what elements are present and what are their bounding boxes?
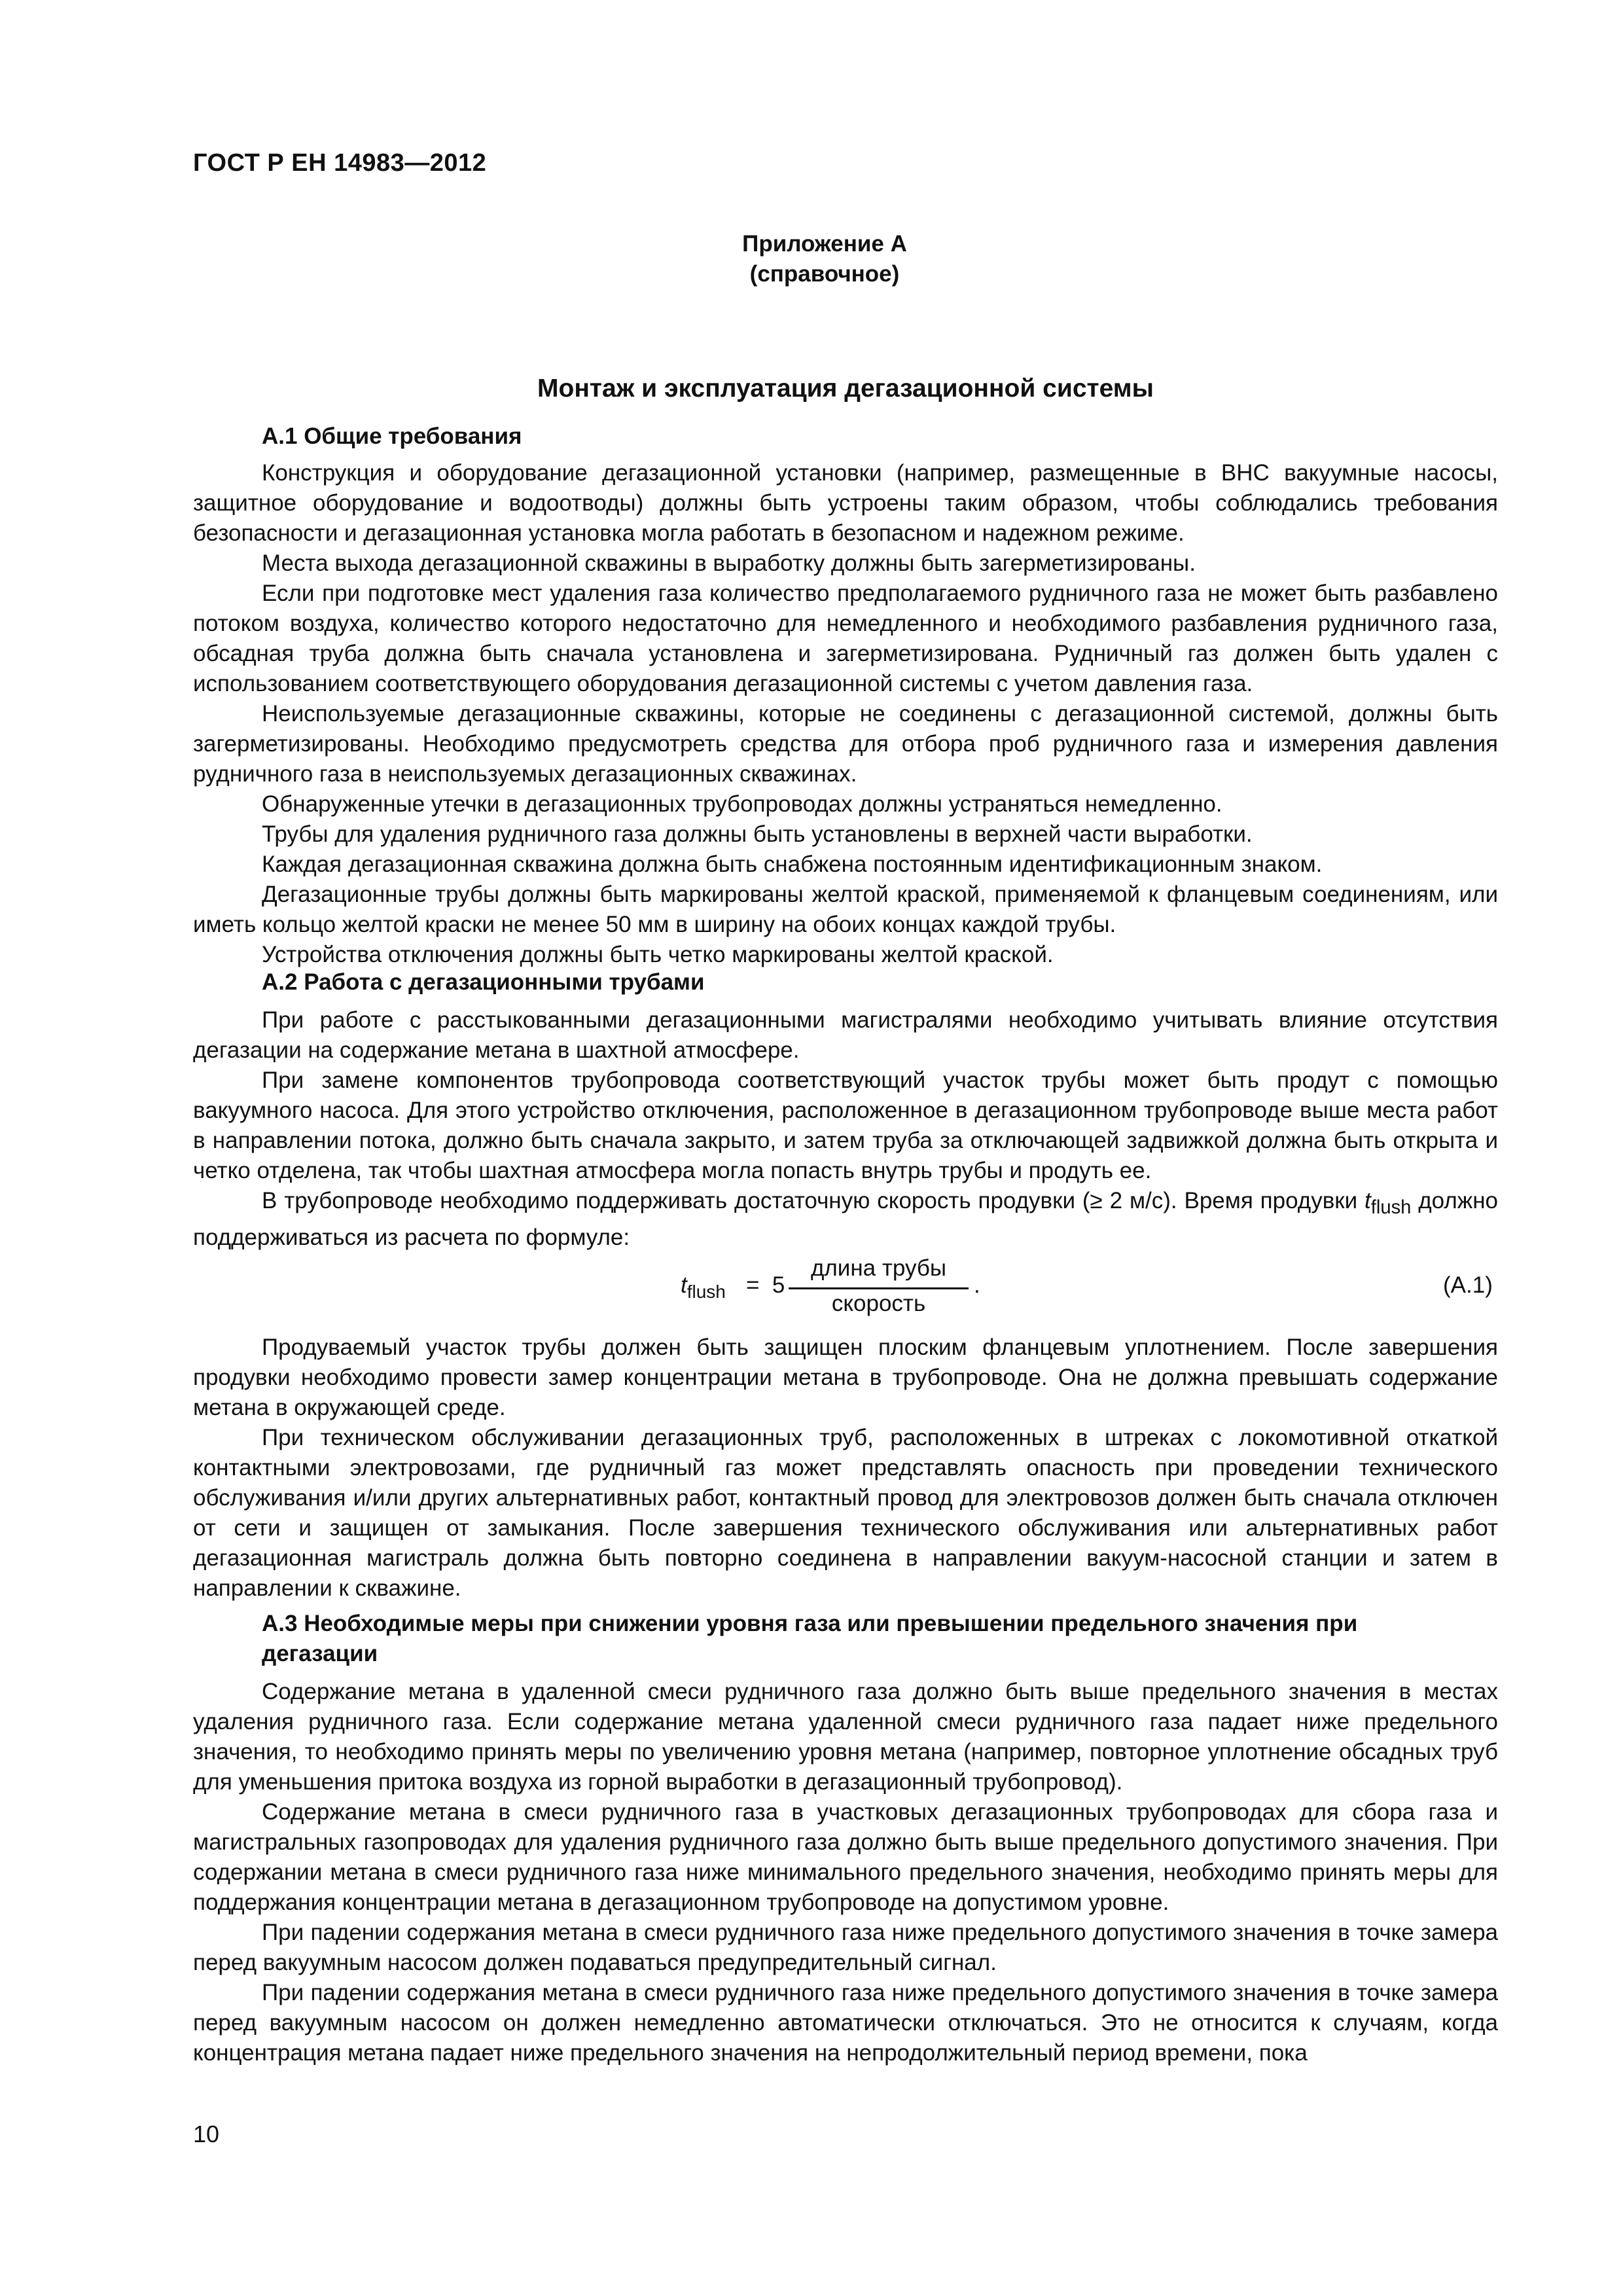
paragraph: Дегазационные трубы должны быть маркированы желтой краской, применяемой к фланцевым соединениям, или иметь кольцо желтой краски не менее 50 мм в ширину на обоих концах каждой трубы. bbox=[193, 882, 1498, 937]
paragraph: Содержание метана в смеси рудничного газа в участковых дегазационных трубопроводах для сбора газа и магистральных газопроводах для удаления рудничного газа должно быть выше предельного допустимого значения. При содержании метана в смеси рудничного газа ниже минимального предельного значения, необходимо принять меры для поддержания концентрации метана в дегазационном трубопроводе на допустимом уровне. bbox=[193, 1799, 1498, 1915]
paragraph: Если при подготовке мест удаления газа количество предполагаемого рудничного газа не может быть разбавлено потоком воздуха, количество которого недостаточно для немедленного и необходимого разбавления рудничного газа, обсадная труба должна быть сначала установлена и загерметизирована. Рудничный газ должен быть удален с использованием соответствующего оборудования дегазационной системы с учетом давления газа. bbox=[193, 581, 1498, 696]
paragraph-flush-time bbox=[193, 1186, 1498, 1253]
section-a3-body bbox=[193, 1677, 1498, 2068]
paragraph: Конструкция и оборудование дегазационной установки (например, размещенные в ВНС вакуумные насосы, защитное оборудование и водоотводы) должны быть устроены таким образом, чтобы соблюдались требования безопасности и дегазационная установка могла работать в безопасном и надежном режиме. bbox=[193, 460, 1498, 546]
paragraph: При падении содержания метана в смеси рудничного газа ниже предельного допустимого значения в точке замера перед вакуумным насосом должен подаваться предупредительный сигнал. bbox=[193, 1920, 1498, 1975]
section-a1-body bbox=[193, 458, 1498, 970]
annex-note: (справочное) bbox=[749, 261, 900, 287]
paragraph: Неиспользуемые дегазационные скважины, которые не соединены с дегазационной системой, должны быть загерметизированы. Необходимо предусмотреть средства для отбора проб рудничного газа и измерения давления рудничного газа в неиспользуемых дегазационных скважинах. bbox=[193, 701, 1498, 787]
paragraph: При работе с расстыкованными дегазационными магистралями необходимо учитывать влияние отсутствия дегазации на содержание метана в шахтной атмосфере. bbox=[193, 1007, 1498, 1063]
section-heading-a1: А.1 Общие требования bbox=[262, 423, 522, 449]
paragraph: При техническом обслуживании дегазационных труб, расположенных в штреках с локомотивной откаткой контактными электровозами, где рудничный газ может представлять опасность при проведении технического обслуживания и/или других альтернативных работ, контактный провод для электровозов должен быть сначала отключен от сети и защищен от замыкания. После завершения технического обслуживания или альтернативных работ дегазационная магистраль должна быть повторно соединена в направлении вакуум-насосной станции и затем в направлении к скважине. bbox=[193, 1425, 1498, 1601]
page-number: 10 bbox=[193, 2121, 220, 2147]
section-a2-body bbox=[193, 1005, 1498, 1253]
formula-numerator: длина трубы bbox=[810, 1255, 947, 1281]
text-run: В трубопроводе необходимо поддерживать достаточную скорость продувки (≥ 2 м/с). Время продувки bbox=[262, 1188, 1365, 1213]
paragraph: Продуваемый участок трубы должен быть защищен плоским фланцевым уплотнением. После завершения продувки необходимо провести замер концентрации метана в трубопроводе. Она не должна превышать содержание метана в окружающей среде. bbox=[193, 1335, 1498, 1420]
flush-time-formula bbox=[681, 1255, 980, 1321]
formula-lhs: $t_{flush}$ bbox=[681, 1272, 726, 1302]
annex-title: Приложение А bbox=[742, 231, 907, 257]
fraction-bar bbox=[789, 1287, 969, 1289]
paragraph: Трубы для удаления рудничного газа должны быть установлены в верхней части выработки. bbox=[262, 821, 1253, 847]
main-title: Монтаж и эксплуатация дегазационной системы bbox=[537, 374, 1154, 403]
equation-number: (А.1) bbox=[1443, 1272, 1493, 1298]
paragraph: Каждая дегазационная скважина должна быть снабжена постоянным идентификационным знаком. bbox=[262, 852, 1323, 877]
standard-header: ГОСТ Р ЕН 14983—2012 bbox=[193, 149, 487, 177]
paragraph: При замене компонентов трубопровода соответствующий участок трубы может быть продут с помощью вакуумного насоса. Для этого устройство отключения, расположенное в дегазационном трубопроводе выше места работ в направлении потока, должно быть сначала закрыто, и затем труба за отключающей задвижкой должна быть открыта и четко отделена, так чтобы шахтная атмосфера могла попасть внутрь трубы и продуть ее. bbox=[193, 1067, 1498, 1183]
formula-denominator: скорость bbox=[831, 1291, 926, 1316]
flush-time-variable: $t_{flush}$ bbox=[1364, 1188, 1412, 1218]
paragraph: При падении содержания метана в смеси рудничного газа ниже предельного допустимого значения в точке замера перед вакуумным насосом он должен немедленно автоматически отключаться. Это не относится к случаям, когда концентрация метана падает ниже предельного значения на непродолжительный период времени, пока bbox=[193, 1980, 1498, 2066]
paragraph: Устройства отключения должны быть четко маркированы желтой краской. bbox=[262, 942, 1054, 967]
section-heading-a3: А.3 Необходимые меры при снижении уровня газа или превышении предельного значения при дегазации bbox=[262, 1611, 1358, 1666]
paragraph: Места выхода дегазационной скважины в выработку должны быть загерметизированы. bbox=[262, 550, 1196, 576]
section-a2-body-continued bbox=[193, 1333, 1498, 1604]
formula-equals: = 5 bbox=[746, 1272, 785, 1298]
section-heading-a2: А.2 Работа с дегазационными трубами bbox=[262, 969, 705, 995]
text-run: должно поддерживаться из расчета по формуле: bbox=[193, 1188, 1498, 1250]
paragraph: Обнаруженные утечки в дегазационных трубопроводах должны устраняться немедленно. bbox=[262, 791, 1222, 817]
paragraph: Содержание метана в удаленной смеси рудничного газа должно быть выше предельного значения в местах удаления рудничного газа. Если содержание метана удаленной смеси рудничного газа падает ниже предельного значения, то необходимо принять меры по увеличению уровня метана (например, повторное уплотнение обсадных труб для уменьшения притока воздуха из горной выработки в дегазационный трубопровод). bbox=[193, 1679, 1498, 1795]
formula-end: . bbox=[974, 1272, 980, 1298]
